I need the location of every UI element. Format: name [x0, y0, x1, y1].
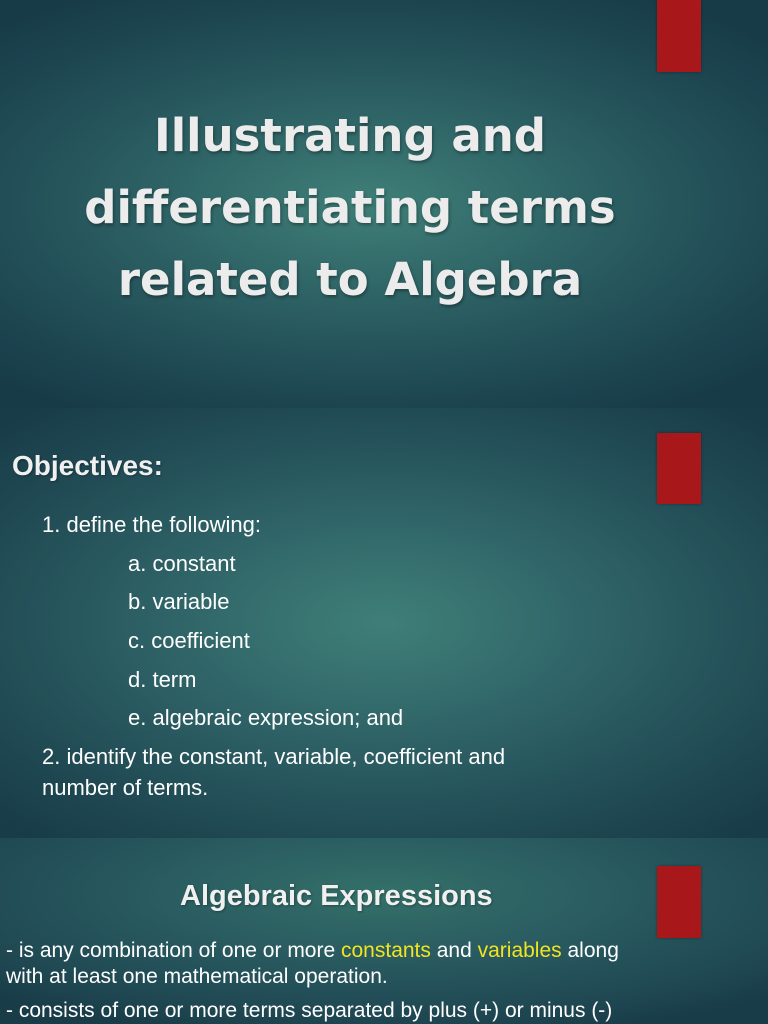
bullet-1-prefix: - is any combination of one or more — [6, 939, 341, 962]
highlight-variables: variables — [477, 939, 562, 962]
objectives-heading: Objectives: — [12, 450, 163, 481]
slide-title: Illustrating and differentiating terms related to Algebra — [84, 109, 616, 306]
objectives-slide — [0, 408, 768, 838]
accent-bar — [657, 0, 701, 72]
title-slide — [0, 0, 768, 408]
objective-subitem: a. constant — [128, 551, 236, 576]
definition-bullet-1-line2: with at least one mathematical operation. — [6, 965, 388, 988]
accent-bar — [657, 866, 701, 938]
objective-subitem: e. algebraic expression; and — [128, 705, 404, 730]
objective-item-2-line1: 2. identify the constant, variable, coefficient and — [42, 744, 506, 769]
algebraic-expressions-slide — [0, 838, 768, 1024]
objective-item-1: 1. define the following: — [42, 512, 261, 537]
definition-bullet-1 — [6, 938, 746, 964]
objective-subitem: d. term — [128, 667, 197, 692]
bullet-1-mid: and — [430, 939, 478, 962]
bullet-1-suffix: along — [561, 939, 619, 962]
objective-subitem: c. coefficient — [128, 628, 250, 653]
highlight-constants: constants — [341, 939, 431, 962]
definition-bullet-2: - consists of one or more terms separated by plus (+) or minus (-) — [6, 999, 613, 1022]
algebraic-expressions-heading: Algebraic Expressions — [180, 880, 493, 912]
objective-item-2-line2: number of terms. — [42, 775, 209, 800]
accent-bar — [657, 433, 701, 504]
objective-subitem: b. variable — [128, 589, 230, 614]
